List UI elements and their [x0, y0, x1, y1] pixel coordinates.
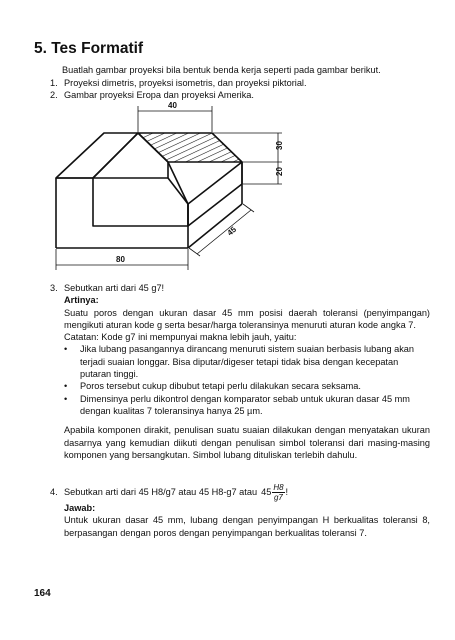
question-number: 4.	[50, 487, 58, 498]
answer-text: Suatu poros dengan ukuran dasar 45 mm posisi daerah toleransi (penyimpangan) mengikuti aturan kode g serta besar/harga toleransinya menuruti aturan kode angka 7.	[64, 307, 430, 330]
task-number: 1.	[50, 78, 58, 88]
dim-upper-height-label: 30	[275, 141, 284, 150]
question-text: Sebutkan arti dari 45 g7!	[64, 283, 165, 293]
task-number: 2.	[50, 90, 58, 101]
bullet-item	[64, 380, 430, 392]
task-text: Proyeksi dimetris, proyeksi isometris, dan proyeksi piktorial.	[64, 78, 307, 88]
task-item	[50, 77, 307, 89]
question-text: Sebutkan arti dari 45 H8/g7 atau 45 H8-g7 atau	[64, 487, 258, 498]
page-number: 164	[34, 588, 51, 599]
bullet-item	[64, 343, 430, 380]
workpiece-drawing	[50, 98, 290, 278]
bullet-text: Poros tersebut cukup dibubut tetapi perlu dilakukan secara seksama.	[80, 381, 361, 392]
right-face	[188, 162, 242, 226]
dim-top-label: 40	[168, 101, 177, 110]
task-text: Gambar proyeksi Eropa dan proyeksi Amerika.	[64, 90, 254, 101]
question-3	[50, 282, 430, 461]
bullet-mark: •	[64, 393, 68, 404]
bullet-mark: •	[64, 381, 68, 392]
question-end: !	[285, 487, 289, 498]
fraction-base: 45	[261, 487, 272, 498]
dim-depth-label: 45	[225, 224, 239, 238]
paragraph-text: Apabila komponen dirakit, penulisan suatu suaian dilakukan dengan menyatakan ukuran dasarnya yang kemudian diikuti dengan penulisan simbol toleransi dari masing-masing komponen yang bersangkutan. Simbol lubang dituliskan terlebih dahulu.	[64, 425, 430, 460]
bullet-text: Dimensinya perlu dikontrol dengan komparator sebab untuk ukuran dasar 45 mm dengan kualitas 7 toleransinya hanya 25 µm.	[80, 393, 410, 416]
question-4	[50, 483, 430, 539]
front-face	[56, 133, 138, 178]
bullet-text: Jika lubang pasangannya dirancang menuruti sistem suaian berbasis lubang akan terjadi suaian longgar. Bisa diputar/digeser tetapi tidak bisa dengan kecepatan putaran tinggi.	[80, 344, 415, 380]
dim-length-label: 80	[116, 255, 125, 264]
bullet-list	[64, 343, 430, 417]
note-text: Catatan: Kode g7 ini mempunyai makna lebih jauh, yaitu:	[64, 332, 297, 343]
bullet-mark: •	[64, 344, 68, 355]
tolerance-fraction	[272, 483, 284, 502]
answer-text: Untuk ukuran dasar 45 mm, lubang dengan penyimpangan H berkualitas toleransi 8, berpasangan dengan poros dengan penyimpangan berkualitas toleransi 7.	[64, 515, 430, 538]
answer-label: Jawab:	[64, 503, 96, 513]
dim-lower-height-label: 20	[275, 167, 284, 176]
answer-label: Artinya:	[64, 295, 99, 306]
bullet-item	[64, 393, 430, 418]
fraction-bottom: g7	[273, 493, 283, 502]
intro-text: Buatlah gambar proyeksi bila bentuk benda kerja seperti pada gambar berikut.	[62, 65, 381, 75]
question-number: 3.	[50, 283, 58, 293]
section-heading: 5. Tes Formatif	[34, 40, 144, 57]
fraction-top: H8	[273, 483, 284, 492]
